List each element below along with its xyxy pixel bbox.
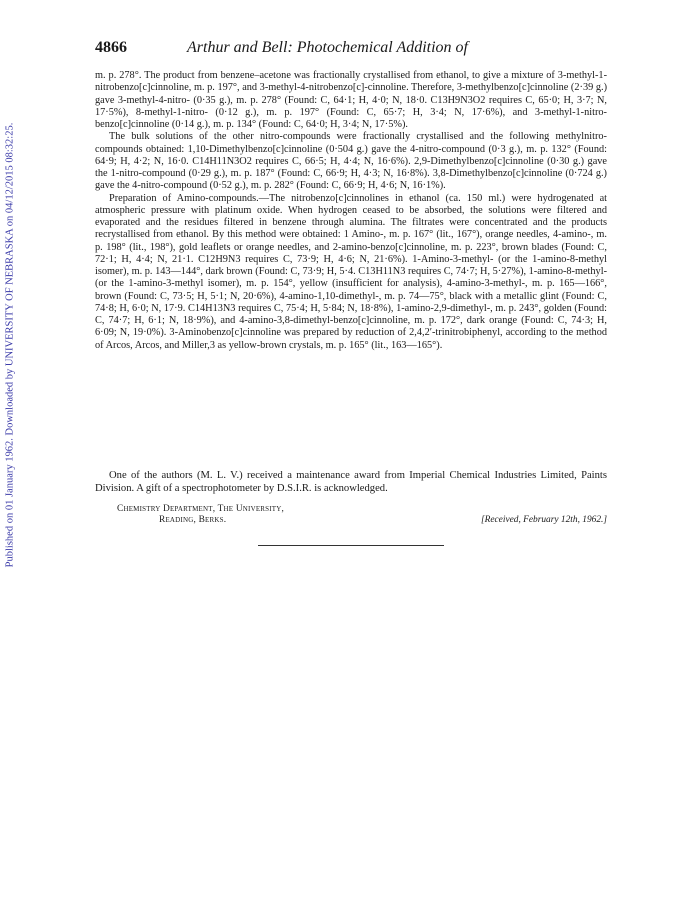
running-title: Arthur and Bell: Photochemical Addition of [187,39,468,56]
received-date: [Received, February 12th, 1962.] [480,515,607,525]
address-line-2: Reading, Berks. [159,515,227,525]
paragraph: m. p. 278°. The product from benzene–acetone was fractionally crystallised from ethanol, to give a mixture of 3-methyl-1-nitrobenzo[c]cinnoline, m. p. 197°, and 3-methyl-4-nitrobenzo[c]-cinnoline. Therefore, 3-methylbenzo[c]cinnoline (2·39 g.) gave 3-methyl-4-nitro- (0·35 g.), m. p. 278° (Found: C, 64·1; H, 4·0; N, 18·0. C13H9N3O2 requires C, 65·0; H, 3·7; N, 17·5%), 8-methyl-1-nitro- (0·12 g.), m. p. 197° (Found: C, 65·7; H, 3·4; N, 17·6%), and 3-methyl-1-nitro-benzo[c]cinnoline (0·14 g.), m. p. 134° (Found: C, 64·0; H, 3·4; N, 17·5%). [95,70,607,130]
acknowledgement-text: One of the authors (M. L. V.) received a maintenance award from Imperial Chemical Industries Limited, Paints Division. A gift of a spectrophotometer by D.S.I.R. is acknowledged. [95,470,607,494]
acknowledgement [95,469,607,495]
paragraph: The bulk solutions of the other nitro-compounds were fractionally crystallised and the following methylnitro-compounds obtained: 1,10-Dimethylbenzo[c]cinnoline (0·504 g.) gave the 4-nitro-compound (0·3 g.), m. p. 132° (Found: 64·9; H, 4·2; N, 16·0. C14H11N3O2 requires C, 66·5; H, 4·4; N, 16·6%). 2,9-Dimethylbenzo[c]cinnoline (0·30 g.) gave the 1-nitro-compound (0·29 g.), m. p. 187° (Found: C, 66·9; H, 4·3; N, 16·8%). 3,8-Dimethylbenzo[c]cinnoline (0·724 g.) gave the 4-nitro-compound (0·52 g.), m. p. 282° (Found: C, 66·9; H, 4·6; N, 16·1%). [95,131,607,192]
paragraph: Preparation of Amino-compounds.—The nitrobenzo[c]cinnolines in ethanol (ca. 150 ml.) were hydrogenated at atmospheric pressure with platinum oxide. When hydrogen ceased to be absorbed, the solutions were filtered and evaporated and the residues filtered in benzene through alumina. The filtrates were concentrated and the products recrystallised from ethanol. By this method were obtained: 1 Amino-, m. p. 167° (lit., 167°), orange needles, 4-amino-, m. p. 198° (lit., 198°), gold leaflets or orange needles, and 2-amino-benzo[c]cinnoline, m. p. 223°, brown blades (Found: C, 72·1; H, 4·4; N, 21·1. C12H9N3 requires C, 73·9; H, 4·6; N, 21·6%). 1-Amino-3-methyl- (or the 1-amino-8-methyl isomer), m. p. 143—144°, dark brown (Found: C, 73·9; H, 5·4. C13H11N3 requires C, 74·7; H, 5·27%), 1-amino-8-methyl- (or the 1-amino-3-methyl isomer), m. p. 154°, yellow (insufficient for analysis), 4-amino-3-methyl-, m. p. 165—166°, brown (Found: C, 73·5; H, 5·1; N, 20·6%), 4-amino-1,10-dimethyl-, m. p. 74—75°, black with a metallic glint (Found: C, 74·8; H, 6·0; N, 17·9. C14H13N3 requires C, 75·4; H, 5·84; N, 18·8%), 1-amino-2,9-dimethyl-, m. p. 243°, golden (Found: C, 74·7; H, 6·1; N, 18·9%), and 4-amino-3,8-dimethyl-benzo[c]cinnoline, m. p. 172°, dark orange (Found: C, 74·3; H, 6·09; N, 19·0%). 3-Aminobenzo[c]cinnoline was prepared by reduction of 2,4,2′-trinitrobiphenyl, according to the method of Arcos, Arcos, and Miller,3 as yellow-brown crystals, m. p. 165° (lit., 163—165°). [95,192,607,351]
page-header [95,39,605,61]
affiliation-footer [95,504,607,536]
page-number: 4866 [95,39,127,56]
end-rule [258,545,444,546]
download-watermark [0,110,20,580]
download-watermark-text: Published on 01 January 1962. Downloaded by UNIVERSITY OF NEBRASKA on 04/12/2015 08:32:25. [4,122,16,568]
address-line-1: Chemistry Department, The University, [117,504,285,514]
article-body [95,70,607,352]
